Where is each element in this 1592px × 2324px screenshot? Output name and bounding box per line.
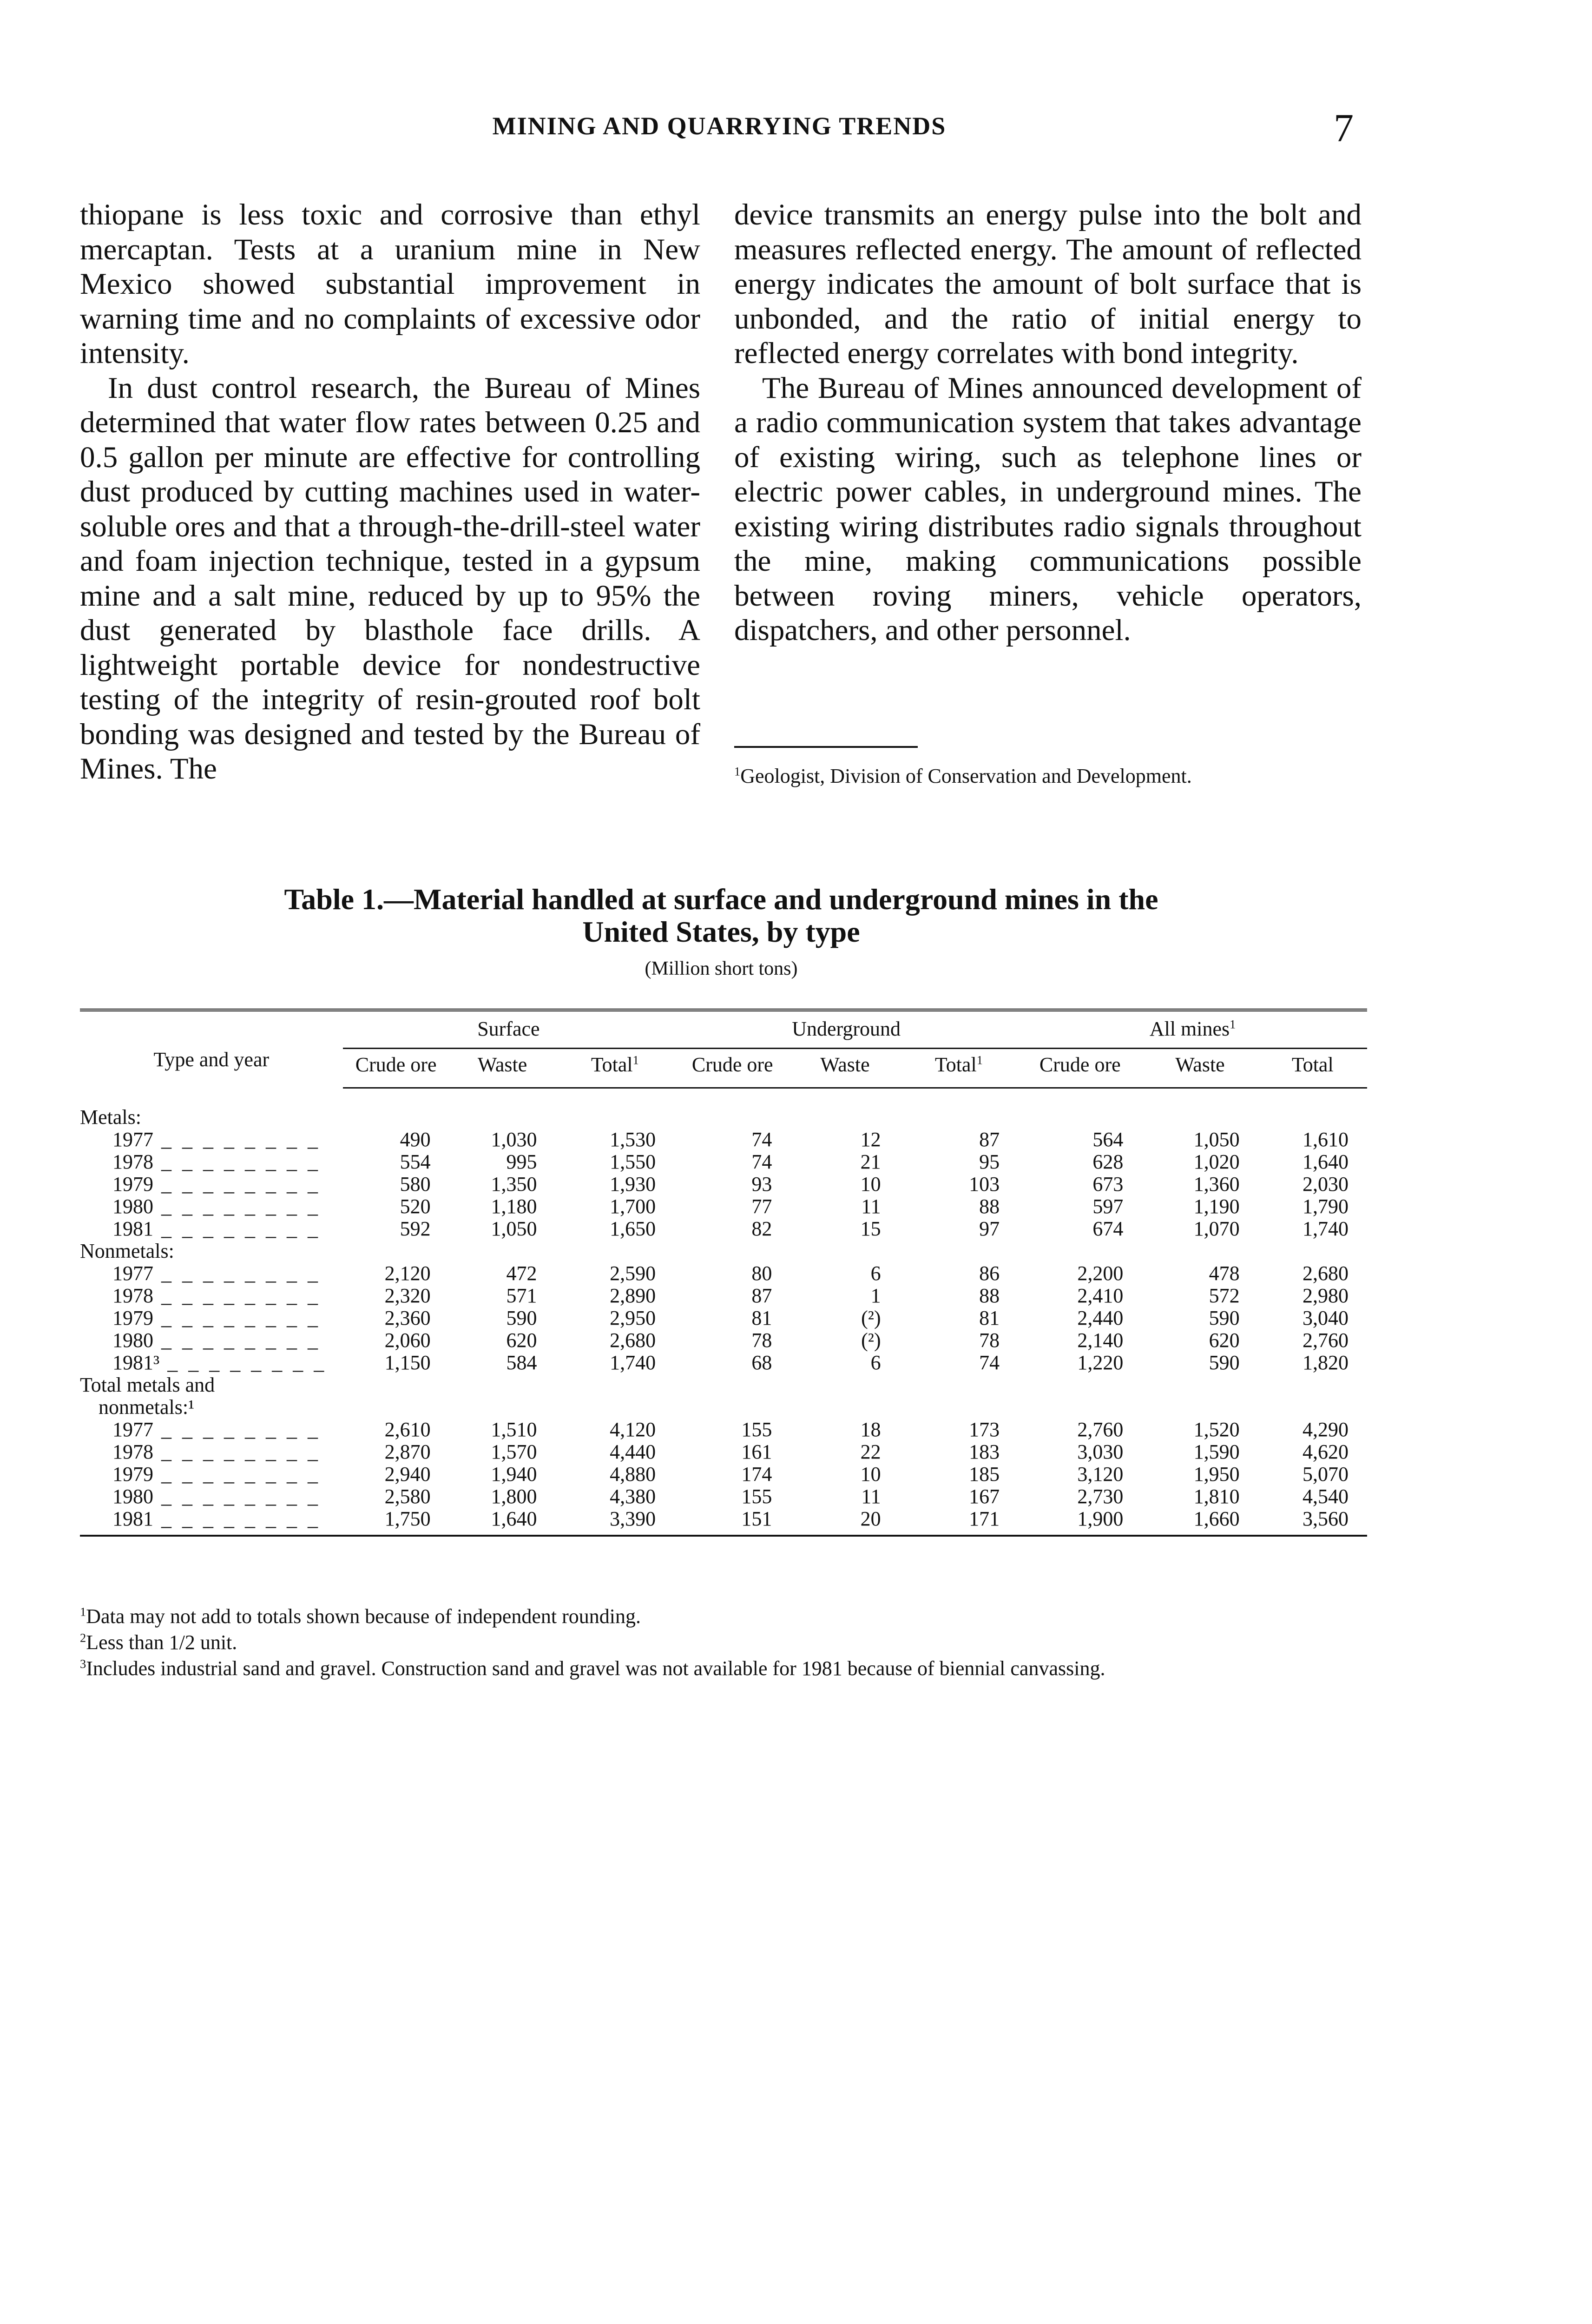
table-cell: 3,390: [556, 1508, 675, 1536]
table-cell: 74: [751, 1128, 772, 1151]
section-label: Nonmetals:: [80, 1240, 174, 1262]
table-cell: 1,820: [1303, 1351, 1349, 1374]
table-cell: 88: [979, 1195, 1000, 1218]
table-cell: 93: [751, 1173, 772, 1195]
column-header-underground-crude-ore: [674, 1049, 790, 1088]
table-cell: 1,030: [491, 1128, 537, 1151]
note-text: Data may not add to totals shown because of independent rounding.: [86, 1605, 641, 1628]
table-cell: 2,060: [384, 1329, 431, 1352]
paragraph: device transmits an energy pulse into the bolt and measures reflected energy. The amount of reflected energy indicates the amount of bolt surface that is unbonded, and the ratio of initial energy to reflected energy correlates with bond integrity.: [734, 198, 1362, 370]
table-cell: (²): [861, 1307, 881, 1329]
table-cell: 11: [861, 1195, 881, 1218]
table-note: [80, 1604, 1367, 1630]
data-table: [80, 1009, 1367, 1537]
table-title-line: Table 1.—Material handled at surface and underground mines in the: [284, 883, 1158, 916]
section-label: nonmetals:¹: [99, 1396, 195, 1419]
column-header-label: Crude ore: [691, 1053, 773, 1076]
table-cell: 1,350: [491, 1173, 537, 1195]
table-cell: 10: [860, 1463, 881, 1486]
table-cell: 10: [860, 1173, 881, 1195]
table-cell: 12: [860, 1128, 881, 1151]
table-row: [80, 1151, 1367, 1173]
table-cell: 620: [1209, 1329, 1240, 1352]
stub-header: Type and year: [80, 1010, 343, 1088]
column-header-label: Total: [1291, 1053, 1334, 1076]
table-cell: 1,610: [1303, 1128, 1349, 1151]
table-cell: 167: [969, 1485, 1000, 1508]
dot-leader: _ _ _ _ _ _ _ _: [153, 1262, 321, 1285]
column-header-underground-waste: [790, 1049, 899, 1088]
table-cell: 674: [1092, 1217, 1124, 1240]
dot-leader: _ _ _ _ _ _ _ _: [153, 1284, 321, 1307]
table-cell: 4,880: [610, 1463, 656, 1486]
table-cell: 1,590: [1193, 1440, 1240, 1463]
table-cell: 4,440: [610, 1440, 656, 1463]
table-cell: 174: [741, 1463, 772, 1486]
table-cell: 1,510: [491, 1418, 537, 1441]
table-cell: 3,560: [1258, 1508, 1367, 1536]
table-cell: 21: [860, 1150, 881, 1173]
dot-leader: _ _ _ _ _ _ _ _: [153, 1485, 321, 1508]
table-cell: 6: [870, 1351, 881, 1374]
table-cell: 1,950: [1193, 1463, 1240, 1486]
footnote-marker: 1: [734, 764, 741, 779]
dot-leader: _ _ _ _ _ _ _ _: [153, 1150, 321, 1173]
table-cell: 87: [751, 1284, 772, 1307]
column-header-all-mines-crude-ore: [1018, 1049, 1142, 1088]
table-cell: 78: [979, 1329, 1000, 1352]
column-header-label: Crude ore: [1039, 1053, 1121, 1076]
table-cell: 4,380: [610, 1485, 656, 1508]
column-header-all-mines-waste: [1142, 1049, 1258, 1088]
table-cell: 1,360: [1193, 1173, 1240, 1195]
table-cell: 2,360: [384, 1307, 431, 1329]
row-year: 1980: [112, 1329, 153, 1352]
table-cell: 1,640: [1303, 1150, 1349, 1173]
column-header-surface-crude-ore: [343, 1049, 449, 1088]
row-year: 1977: [112, 1128, 153, 1151]
table-cell: 2,320: [384, 1284, 431, 1307]
table-cell: 183: [969, 1440, 1000, 1463]
table-cell: 1,800: [491, 1485, 537, 1508]
table-cell: 95: [979, 1150, 1000, 1173]
table-cell: 74: [751, 1150, 772, 1173]
table-cell: 2,200: [1077, 1262, 1124, 1285]
dot-leader: _ _ _ _ _ _ _ _: [153, 1463, 321, 1486]
table-cell: 3,030: [1077, 1440, 1124, 1463]
dot-leader: _ _ _ _ _ _ _ _: [153, 1173, 321, 1195]
table-cell: 1,550: [610, 1150, 656, 1173]
table-row: [80, 1129, 1367, 1151]
row-year: 1978: [112, 1440, 153, 1463]
table-cell: 173: [969, 1418, 1000, 1441]
table-cell: 673: [1092, 1173, 1124, 1195]
table-title: [80, 883, 1362, 948]
row-year: 1977: [112, 1262, 153, 1285]
table-row: [80, 1307, 1367, 1329]
table-cell: 155: [741, 1418, 772, 1441]
column-header-surface-total: [556, 1049, 675, 1088]
dot-leader: _ _ _ _ _ _ _ _: [159, 1351, 327, 1374]
column-header-label: Waste: [820, 1053, 870, 1076]
column-header-surface-waste: [449, 1049, 556, 1088]
table-cell: 472: [506, 1262, 537, 1285]
footnote-marker: 2: [80, 1631, 86, 1645]
table-cell: 572: [1209, 1284, 1240, 1307]
table-cell: 2,680: [610, 1329, 656, 1352]
table-cell: 995: [506, 1150, 537, 1173]
table-cell: 2,410: [1077, 1284, 1124, 1307]
column-header-label: Total: [591, 1053, 633, 1076]
table-cell: 580: [400, 1173, 431, 1195]
table-cell: 1,050: [491, 1217, 537, 1240]
row-year: 1978: [112, 1284, 153, 1307]
section-label: Metals:: [80, 1106, 141, 1129]
group-header-underground: Underground: [674, 1010, 1018, 1049]
table-cell: 1,700: [610, 1195, 656, 1218]
table-cell: 2,760: [1077, 1418, 1124, 1441]
row-year: 1979: [112, 1307, 153, 1329]
row-year: 1977: [112, 1418, 153, 1441]
table-row: [80, 1463, 1367, 1486]
row-year: 1981³: [112, 1351, 160, 1374]
table-cell: 2,870: [384, 1440, 431, 1463]
column-header-all-mines-total: [1258, 1049, 1367, 1088]
table-row: [80, 1508, 1367, 1536]
table-cell: 584: [506, 1351, 537, 1374]
table-cell: 1,020: [1193, 1150, 1240, 1173]
group-header-surface: Surface: [343, 1010, 674, 1049]
table-cell: 185: [969, 1463, 1000, 1486]
table-notes: [80, 1604, 1367, 1682]
table-cell: 2,610: [384, 1418, 431, 1441]
page-number: 7: [1334, 106, 1354, 150]
table-cell: 1,180: [491, 1195, 537, 1218]
table-cell: 1,790: [1303, 1195, 1349, 1218]
table-cell: 1,660: [1142, 1508, 1258, 1536]
table-cell: 597: [1092, 1195, 1124, 1218]
note-text: Less than 1/2 unit.: [86, 1631, 237, 1654]
table-row: [80, 1195, 1367, 1218]
footnote-marker: 1: [80, 1604, 86, 1619]
table-cell: 4,120: [610, 1418, 656, 1441]
row-year: 1981: [112, 1507, 153, 1530]
table-cell: 18: [860, 1418, 881, 1441]
table-cell: 592: [400, 1217, 431, 1240]
table-cell: 1,050: [1193, 1128, 1240, 1151]
table-cell: 620: [506, 1329, 537, 1352]
table-cell: 6: [870, 1262, 881, 1285]
table-cell: 87: [979, 1128, 1000, 1151]
table-cell: 3,040: [1303, 1307, 1349, 1329]
table-cell: 2,580: [384, 1485, 431, 1508]
table-cell: 88: [979, 1284, 1000, 1307]
table-units: (Million short tons): [645, 958, 798, 979]
table-cell: 628: [1092, 1150, 1124, 1173]
table-cell: 97: [979, 1217, 1000, 1240]
table-cell: 86: [979, 1262, 1000, 1285]
right-column: [734, 198, 1362, 648]
left-column: [80, 198, 700, 786]
table-cell: 1,930: [610, 1173, 656, 1195]
table-row: [80, 1486, 1367, 1508]
dot-leader: _ _ _ _ _ _ _ _: [153, 1507, 321, 1530]
table-cell: 571: [506, 1284, 537, 1307]
table-cell: 490: [400, 1128, 431, 1151]
table-cell: 2,440: [1077, 1307, 1124, 1329]
row-year: 1980: [112, 1195, 153, 1218]
table-cell: 1,750: [343, 1508, 449, 1536]
row-year: 1978: [112, 1150, 153, 1173]
group-header-label: All mines: [1149, 1017, 1230, 1040]
footnote-marker: 1: [1230, 1017, 1236, 1031]
table-cell: 2,760: [1303, 1329, 1349, 1352]
table-cell: 2,680: [1303, 1262, 1349, 1285]
table-cell: 4,540: [1303, 1485, 1349, 1508]
dot-leader: _ _ _ _ _ _ _ _: [153, 1128, 321, 1151]
row-year: 1979: [112, 1173, 153, 1195]
column-footnote: [734, 762, 1385, 790]
dot-leader: _ _ _ _ _ _ _ _: [153, 1418, 321, 1441]
footnote-text: Geologist, Division of Conservation and Development.: [740, 765, 1192, 787]
column-header-label: Waste: [477, 1053, 527, 1076]
table-cell: 171: [900, 1508, 1019, 1536]
table-cell: 78: [751, 1329, 772, 1352]
table-cell: 77: [751, 1195, 772, 1218]
paragraph: The Bureau of Mines announced development of a radio communication system that takes advantage of existing wiring, such as telephone lines or electric power cables, in underground mines. The existing wiring distributes radio signals throughout the mine, making communications possible between roving miners, vehicle operators, dispatchers, and other personnel.: [734, 371, 1362, 647]
table-cell: 2,890: [610, 1284, 656, 1307]
table-cell: 1,740: [610, 1351, 656, 1374]
column-header-underground-total: [900, 1049, 1019, 1088]
table-cell: 1,190: [1193, 1195, 1240, 1218]
table-cell: 1,530: [610, 1128, 656, 1151]
table-row: [80, 1218, 1367, 1240]
table-cell: 4,290: [1303, 1418, 1349, 1441]
table-cell: 1,220: [1077, 1351, 1124, 1374]
table-cell: 81: [979, 1307, 1000, 1329]
table-cell: 82: [751, 1217, 772, 1240]
column-header-label: Total: [934, 1053, 977, 1076]
table-cell: 590: [1209, 1307, 1240, 1329]
table-row: [80, 1285, 1367, 1307]
paragraph: In dust control research, the Bureau of Mines determined that water flow rates between 0.25 and 0.5 gallon per minute are effective for controlling dust produced by cutting machines used in water-soluble ores and that a through-the-drill-steel water and foam injection technique, tested in a gypsum mine and a salt mine, reduced by up to 95% the dust generated by blasthole face drills. A lightweight portable device for nondestructive testing of the integrity of resin-grouted roof bolt bonding was designed and tested by the Bureau of Mines. The: [80, 371, 700, 786]
table-cell: 2,950: [610, 1307, 656, 1329]
table-cell: 5,070: [1303, 1463, 1349, 1486]
table-cell: 1,810: [1193, 1485, 1240, 1508]
table-cell: 2,940: [384, 1463, 431, 1486]
table-note: [80, 1656, 1367, 1682]
table-cell: 1,570: [491, 1440, 537, 1463]
table-cell: 1,650: [610, 1217, 656, 1240]
column-header-label: Waste: [1175, 1053, 1225, 1076]
table-cell: 590: [1209, 1351, 1240, 1374]
table-cell: 151: [674, 1508, 790, 1536]
table-cell: 2,120: [384, 1262, 431, 1285]
note-text: Includes industrial sand and gravel. Construction sand and gravel was not available for 1981 because of biennial canvassing.: [86, 1657, 1105, 1680]
section-label: Total metals and: [80, 1373, 215, 1396]
table-row: [80, 1173, 1367, 1195]
row-year: 1980: [112, 1485, 153, 1508]
table-cell: 1,150: [384, 1351, 431, 1374]
table-cell: 2,140: [1077, 1329, 1124, 1352]
table-cell: 161: [741, 1440, 772, 1463]
dot-leader: _ _ _ _ _ _ _ _: [153, 1329, 321, 1352]
dot-leader: _ _ _ _ _ _ _ _: [153, 1440, 321, 1463]
table-cell: 564: [1092, 1128, 1124, 1151]
table-cell: 1,070: [1193, 1217, 1240, 1240]
table-cell: 2,030: [1303, 1173, 1349, 1195]
table-cell: 81: [751, 1307, 772, 1329]
table-cell: 2,730: [1077, 1485, 1124, 1508]
table-row: [80, 1419, 1367, 1441]
table-cell: 4,620: [1303, 1440, 1349, 1463]
table-cell: 2,980: [1303, 1284, 1349, 1307]
table-cell: 1,740: [1303, 1217, 1349, 1240]
row-year: 1979: [112, 1463, 153, 1486]
table-cell: 2,590: [610, 1262, 656, 1285]
table-cell: 11: [861, 1485, 881, 1508]
table-cell: 520: [400, 1195, 431, 1218]
dot-leader: _ _ _ _ _ _ _ _: [153, 1307, 321, 1329]
column-header-label: Crude ore: [355, 1053, 437, 1076]
table-row: [80, 1329, 1367, 1352]
table-cell: 554: [400, 1150, 431, 1173]
table-row: [80, 1352, 1367, 1374]
table-cell: 68: [751, 1351, 772, 1374]
dot-leader: _ _ _ _ _ _ _ _: [153, 1217, 321, 1240]
table-row: [80, 1262, 1367, 1285]
table-title-line: United States, by type: [582, 915, 860, 948]
paragraph: thiopane is less toxic and corrosive than ethyl mercaptan. Tests at a uranium mine in New Mexico showed substantial improvement in warning time and no complaints of excessive odor intensity.: [80, 198, 700, 370]
table-cell: 80: [751, 1262, 772, 1285]
table-note: [80, 1630, 1367, 1656]
table-cell: 15: [860, 1217, 881, 1240]
table-cell: (²): [861, 1329, 881, 1352]
footnote-marker: 3: [80, 1657, 86, 1671]
table-cell: 1,520: [1193, 1418, 1240, 1441]
footnote-marker: 1: [976, 1053, 983, 1067]
table-cell: 478: [1209, 1262, 1240, 1285]
dot-leader: _ _ _ _ _ _ _ _: [153, 1195, 321, 1218]
row-year: 1981: [112, 1217, 153, 1240]
table-cell: 590: [506, 1307, 537, 1329]
table-cell: 103: [969, 1173, 1000, 1195]
table-cell: 1,940: [491, 1463, 537, 1486]
table-cell: 1: [870, 1284, 881, 1307]
table-cell: 155: [741, 1485, 772, 1508]
running-title: MINING AND QUARRYING TRENDS: [492, 112, 947, 140]
footnote-marker: 1: [632, 1053, 639, 1067]
table-row: [80, 1441, 1367, 1463]
table-cell: 1,900: [1018, 1508, 1142, 1536]
table-cell: 20: [790, 1508, 899, 1536]
table-cell: 22: [860, 1440, 881, 1463]
table-cell: 3,120: [1077, 1463, 1124, 1486]
footnote-divider: [734, 746, 918, 748]
table-cell: 1,640: [449, 1508, 556, 1536]
group-header-all-mines: [1018, 1010, 1367, 1049]
table-cell: 74: [979, 1351, 1000, 1374]
